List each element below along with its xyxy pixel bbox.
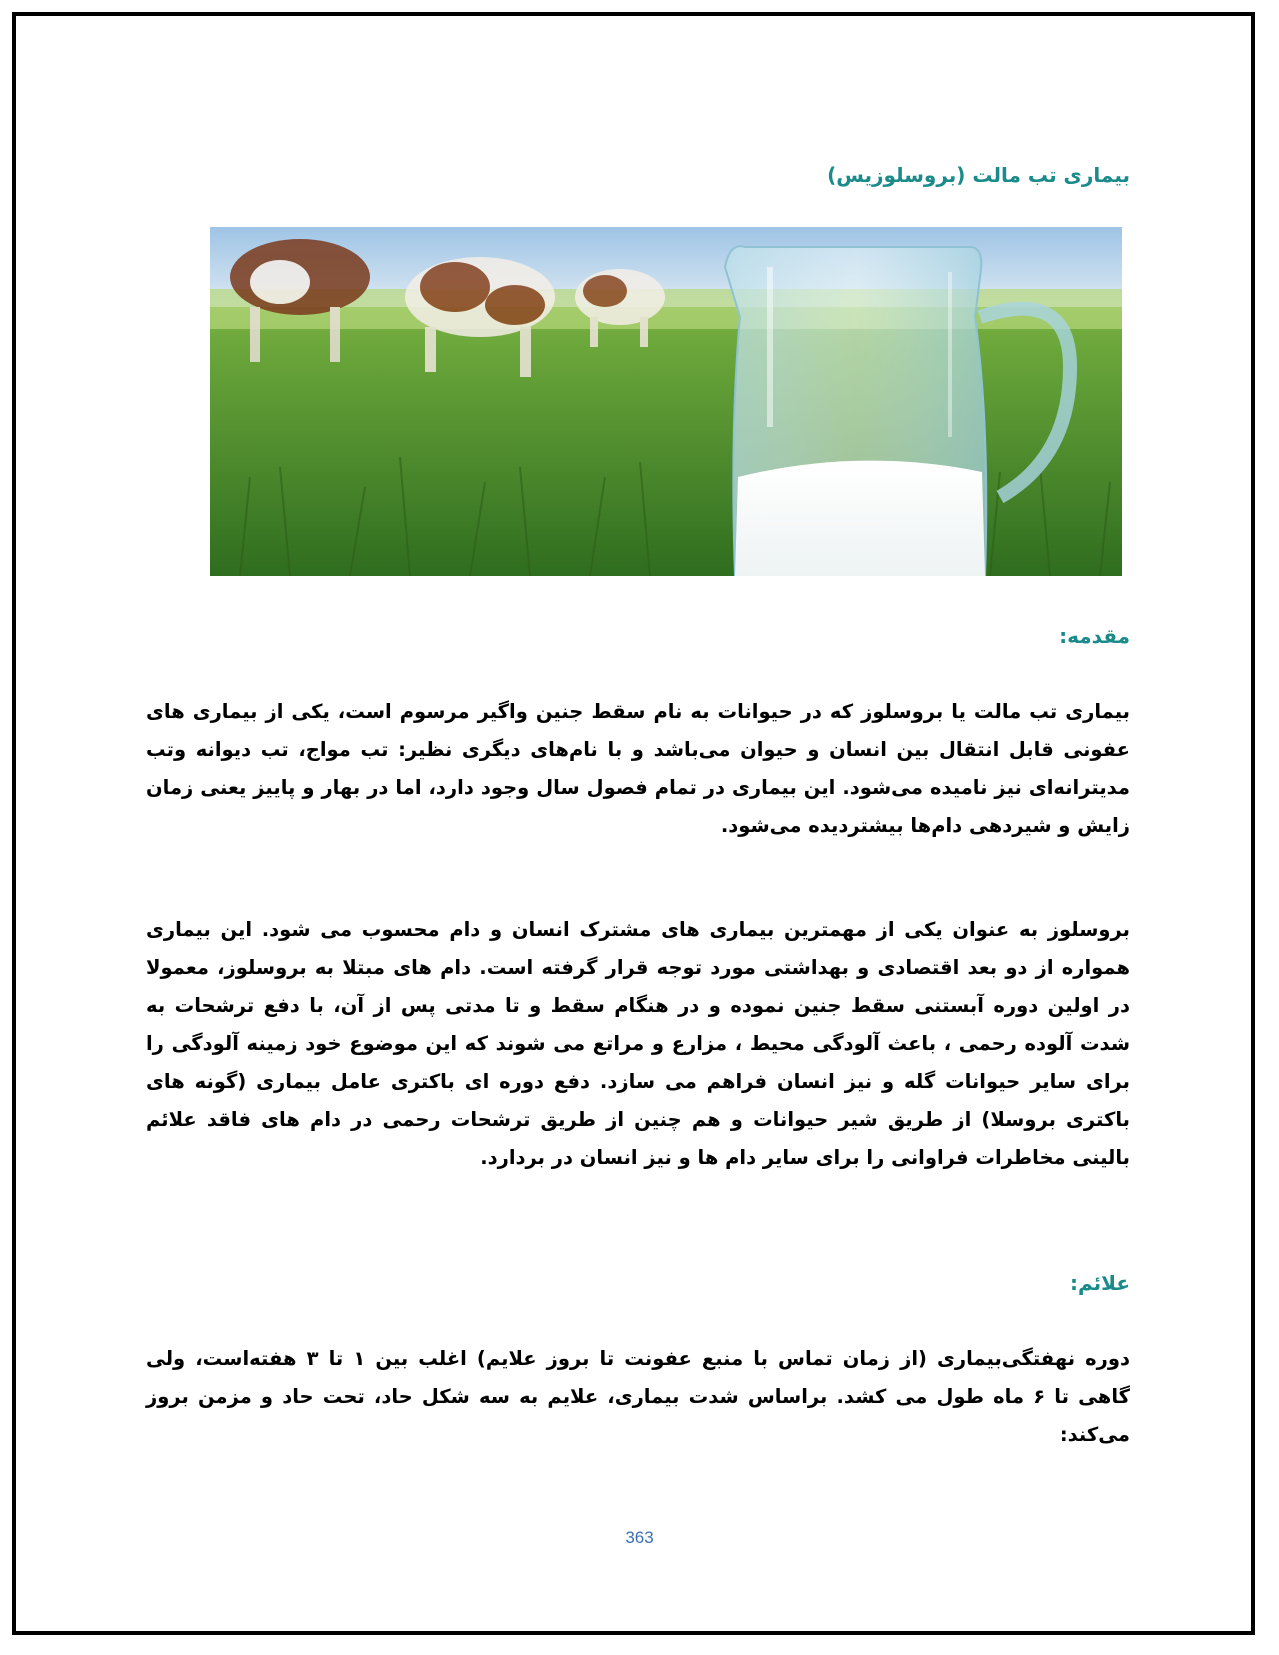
symptoms-paragraph: دوره نهفتگی‌بیماری (از زمان تماس با منبع عفونت تا بروز علایم) اغلب بین ۱ تا ۳ هفته‌است، ولی گاهی تا ۶ ماه طول می کشد. براساس شدت بیماری، علایم به سه شکل حاد، تحت حاد و مزمن بروز می‌کند: [146,1347,1130,1446]
symptoms-heading: علائم: [1069,1271,1130,1295]
page-number: 363 [625,1528,654,1547]
cows-and-milk-jug-photo [210,227,1122,576]
page-title: بیماری تب مالت (بروسلوزیس) [827,163,1130,187]
intro-paragraph-1: بیماری تب مالت یا بروسلوز که در حیوانات به نام سقط جنین واگیر مرسوم است، یکی از بیماری های عفونی قابل انتقال بین انسان و حیوان می‌باشد و با نام‌های دیگری نظیر: تب مواج، تب دیوانه وتب مدیترانه‌ای نیز نامیده می‌شود. این بیماری در تمام فصول سال وجود دارد، اما در بهار و پاییز یعنی زمان زایش و شیردهی دام‌ها بیشتردیده می‌شود. [146,700,1130,837]
intro-heading: مقدمه: [1059,624,1130,648]
intro-paragraph-2: بروسلوز به عنوان یکی از مهمترین بیماری های مشترک انسان و دام محسوب می شود. این بیماری همواره از دو بعد اقتصادی و بهداشتی مورد توجه قرار گرفته است. دام های مبتلا به بروسلوز، معمولا در اولین دوره آبستنی سقط جنین نموده و در هنگام سقط و تا مدتی پس از آن، با دفع ترشحات به شدت آلوده رحمی ، باعث آلودگی محیط ، مزارع و مراتع می شوند که این موضوع خود زمینه آلودگی را برای سایر حیوانات گله و نیز انسان فراهم می سازد. دفع دوره ای باکتری عامل بیماری (گونه های باکتری بروسلا) از طریق شیر حیوانات و هم چنین از طریق ترشحات رحمی در دام های فاقد علائم بالینی مخاطرات فراوانی را برای سایر دام ها و نیز انسان در بردارد. [146,918,1130,1169]
